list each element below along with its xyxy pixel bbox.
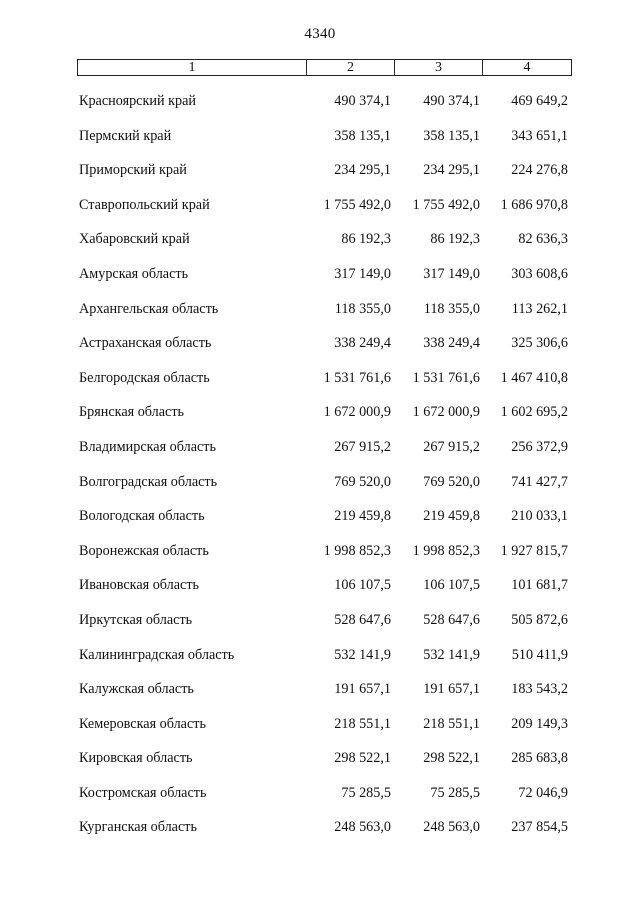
- column-2-value-cell: 219 459,8: [334, 508, 391, 525]
- table-row: [0, 783, 640, 818]
- column-2-value-cell: 75 285,5: [341, 784, 391, 801]
- region-name-cell: Вологодская область: [79, 508, 205, 525]
- table-row: [0, 299, 640, 334]
- column-2-value-cell: 528 647,6: [334, 611, 391, 628]
- column-4-value-cell: 1 927 815,7: [500, 542, 568, 559]
- column-3-value-cell: 1 755 492,0: [412, 196, 480, 213]
- region-name-cell: Калининградская область: [79, 646, 235, 663]
- table-row: [0, 126, 640, 161]
- column-3-value-cell: 298 522,1: [423, 750, 480, 767]
- column-4-value-cell: 343 651,1: [511, 127, 568, 144]
- region-name-cell: Ставропольский край: [79, 196, 210, 213]
- column-3-value-cell: 338 249,4: [423, 335, 480, 352]
- table-row: [0, 195, 640, 230]
- region-name-cell: Кировская область: [79, 750, 193, 767]
- column-2-value-cell: 248 563,0: [334, 819, 391, 836]
- column-4-value-cell: 224 276,8: [511, 162, 568, 179]
- table-row: [0, 506, 640, 541]
- column-2-value-cell: 358 135,1: [334, 127, 391, 144]
- column-3-value-cell: 490 374,1: [423, 93, 480, 109]
- column-3-value-cell: 106 107,5: [423, 577, 480, 594]
- table-row: [0, 229, 640, 264]
- column-2-value-cell: 1 998 852,3: [323, 542, 391, 559]
- table-row: [0, 817, 640, 852]
- region-name-cell: Приморский край: [79, 162, 187, 179]
- region-name-cell: Астраханская область: [79, 335, 212, 352]
- column-3-value-cell: 1 998 852,3: [412, 542, 480, 559]
- region-name-cell: Костромская область: [79, 784, 207, 801]
- table-row: [0, 645, 640, 680]
- table-row: [0, 437, 640, 472]
- column-4-value-cell: 113 262,1: [511, 300, 568, 317]
- column-4-value-cell: 325 306,6: [511, 335, 568, 352]
- table-header-cell-3: 3: [394, 60, 482, 75]
- column-4-value-cell: 82 636,3: [518, 231, 568, 248]
- table-header-cell-1: 1: [188, 59, 196, 75]
- table-row: [0, 91, 640, 126]
- region-name-cell: Амурская область: [79, 265, 189, 282]
- column-2-value-cell: 532 141,9: [334, 646, 391, 663]
- column-4-value-cell: 1 602 695,2: [500, 404, 568, 421]
- column-2-value-cell: 118 355,0: [334, 300, 391, 317]
- column-2-value-cell: 1 531 761,6: [323, 369, 391, 386]
- table-row: [0, 472, 640, 507]
- table-row: [0, 679, 640, 714]
- column-2-value-cell: 1 755 492,0: [323, 196, 391, 213]
- column-3-value-cell: 218 551,1: [423, 715, 480, 732]
- table-row: [0, 264, 640, 299]
- table-body: [0, 91, 640, 852]
- column-4-value-cell: 469 649,2: [511, 93, 568, 109]
- column-3-value-cell: 248 563,0: [423, 819, 480, 836]
- column-4-value-cell: 285 683,8: [511, 750, 568, 767]
- column-4-value-cell: 237 854,5: [511, 819, 568, 836]
- region-name-cell: Хабаровский край: [79, 231, 190, 248]
- column-3-value-cell: 118 355,0: [423, 300, 480, 317]
- column-2-value-cell: 191 657,1: [334, 681, 391, 698]
- column-2-value-cell: 106 107,5: [334, 577, 391, 594]
- table-row: [0, 402, 640, 437]
- table-header-cell-2: 2: [306, 60, 394, 75]
- column-4-value-cell: 256 372,9: [511, 438, 568, 455]
- region-name-cell: Красноярский край: [79, 93, 196, 109]
- table-row: [0, 575, 640, 610]
- column-3-value-cell: 1 531 761,6: [412, 369, 480, 386]
- column-4-value-cell: 741 427,7: [511, 473, 568, 490]
- region-name-cell: Белгородская область: [79, 369, 210, 386]
- column-3-value-cell: 86 192,3: [430, 231, 480, 248]
- region-name-cell: Владимирская область: [79, 438, 216, 455]
- region-name-cell: Пермский край: [79, 127, 172, 144]
- column-4-value-cell: 1 467 410,8: [500, 369, 568, 386]
- column-3-value-cell: 219 459,8: [423, 508, 480, 525]
- table-row: [0, 714, 640, 749]
- column-3-value-cell: 1 672 000,9: [412, 404, 480, 421]
- column-2-value-cell: 234 295,1: [334, 162, 391, 179]
- table-row: [0, 160, 640, 195]
- column-3-value-cell: 317 149,0: [423, 265, 480, 282]
- table-header-row: [77, 59, 572, 76]
- table-row: [0, 610, 640, 645]
- column-3-value-cell: 528 647,6: [423, 611, 480, 628]
- page-number: 4340: [304, 26, 336, 42]
- region-name-cell: Воронежская область: [79, 542, 209, 559]
- column-4-value-cell: 303 608,6: [511, 265, 568, 282]
- column-3-value-cell: 769 520,0: [423, 473, 480, 490]
- region-name-cell: Иркутская область: [79, 611, 193, 628]
- region-name-cell: Кемеровская область: [79, 715, 206, 732]
- column-2-value-cell: 317 149,0: [334, 265, 391, 282]
- column-4-value-cell: 505 872,6: [511, 611, 568, 628]
- region-name-cell: Архангельская область: [79, 300, 219, 317]
- column-4-value-cell: 1 686 970,8: [500, 196, 568, 213]
- table-row: [0, 333, 640, 368]
- region-name-cell: Брянская область: [79, 404, 185, 421]
- table-row: [0, 541, 640, 576]
- column-4-value-cell: 210 033,1: [511, 508, 568, 525]
- table-row: [0, 368, 640, 403]
- column-2-value-cell: 298 522,1: [334, 750, 391, 767]
- region-name-cell: Калужская область: [79, 681, 194, 698]
- table-row: [0, 748, 640, 783]
- column-2-value-cell: 338 249,4: [334, 335, 391, 352]
- column-2-value-cell: 267 915,2: [334, 438, 391, 455]
- column-3-value-cell: 234 295,1: [423, 162, 480, 179]
- region-name-cell: Ивановская область: [79, 577, 200, 594]
- column-3-value-cell: 267 915,2: [423, 438, 480, 455]
- column-2-value-cell: 490 374,1: [334, 93, 391, 109]
- column-3-value-cell: 191 657,1: [423, 681, 480, 698]
- column-4-value-cell: 72 046,9: [518, 784, 568, 801]
- column-2-value-cell: 769 520,0: [334, 473, 391, 490]
- column-4-value-cell: 101 681,7: [511, 577, 568, 594]
- column-2-value-cell: 218 551,1: [334, 715, 391, 732]
- table-header-cell-4: 4: [482, 60, 571, 75]
- column-2-value-cell: 1 672 000,9: [323, 404, 391, 421]
- column-4-value-cell: 183 543,2: [511, 681, 568, 698]
- column-2-value-cell: 86 192,3: [341, 231, 391, 248]
- region-name-cell: Волгоградская область: [79, 473, 218, 490]
- column-3-value-cell: 75 285,5: [430, 784, 480, 801]
- column-3-value-cell: 532 141,9: [423, 646, 480, 663]
- column-4-value-cell: 510 411,9: [511, 646, 568, 663]
- column-3-value-cell: 358 135,1: [423, 127, 480, 144]
- region-name-cell: Курганская область: [79, 819, 197, 836]
- column-4-value-cell: 209 149,3: [511, 715, 568, 732]
